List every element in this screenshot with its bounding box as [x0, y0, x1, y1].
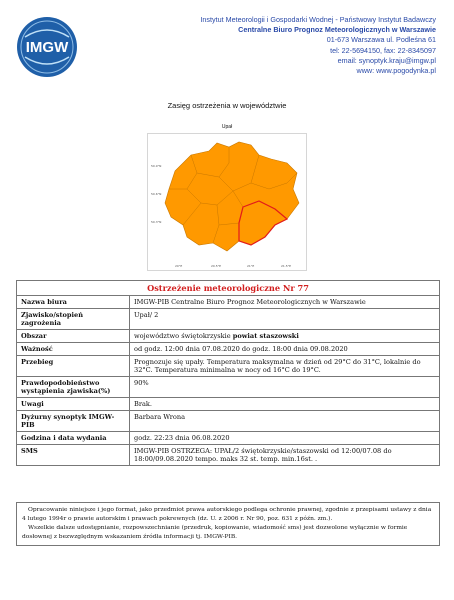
svg-text:50.9°N: 50.9°N — [151, 164, 162, 168]
godzina-label: Godzina i data wydania — [17, 432, 130, 445]
waznosc-label: Ważność — [17, 343, 130, 356]
obszar-district: powiat staszowski — [232, 332, 299, 340]
waznosc-value: od godz. 12:00 dnia 07.08.2020 do godz. 18:00 dnia 09.08.2020 — [130, 343, 440, 356]
table-row — [17, 432, 440, 445]
address: 01-673 Warszawa ul. Podleśna 61 — [326, 35, 436, 45]
website: www: www.pogodynka.pl — [356, 66, 436, 76]
table-row — [17, 296, 440, 309]
obszar-label: Obszar — [17, 330, 130, 343]
uwagi-label: Uwagi — [17, 398, 130, 411]
map-heading: Zasięg ostrzeżenia w województwie — [167, 101, 287, 110]
biuro-label: Nazwa biura — [17, 296, 130, 309]
sms-value: IMGW-PIB OSTRZEGA: UPAŁ/2 świętokrzyskie/staszowski od 12:00/07.08 do 18:00/09.08.2020 tempo. maks 32 st. temp. min.16st. . — [130, 445, 440, 466]
synoptyk-label: Dyżurny synoptyk IMGW-PIB — [17, 411, 130, 432]
svg-text:50.3°N: 50.3°N — [151, 220, 162, 224]
przebieg-value: Prognozuje się upały. Temperatura maksymalna w dzień od 29°C do 31°C, lokalnie do 32°C. Temperatura minimalna w nocy od 16°C do 19°C. — [130, 356, 440, 377]
table-row — [17, 309, 440, 330]
svg-text:20°E: 20°E — [175, 264, 183, 268]
warning-map — [147, 133, 307, 271]
imgw-logo — [15, 15, 79, 79]
godzina-value: godz. 22:23 dnia 06.08.2020 — [130, 432, 440, 445]
svg-text:21°E: 21°E — [247, 264, 255, 268]
table-row — [17, 343, 440, 356]
table-row — [17, 445, 440, 466]
table-row — [17, 330, 440, 343]
table-row — [17, 356, 440, 377]
obszar-value — [130, 330, 440, 343]
logo-text: IMGW — [25, 39, 69, 56]
synoptyk-value: Barbara Wrona — [130, 411, 440, 432]
sms-label: SMS — [17, 445, 130, 466]
email: email: synoptyk.kraju@imgw.pl — [337, 55, 436, 65]
svg-text:50.6°N: 50.6°N — [151, 192, 162, 196]
copyright-para-2: Wszelkie dalsze udostępnianie, rozpowszechnianie (przedruk, kopiowanie, wiadomość sms) jest dozwolone wyłącznie w formie dosłownej z bezwzględnym wskazaniem źródła informacji tj. IMGW-PIB. — [22, 525, 408, 540]
table-row — [17, 411, 440, 432]
svg-text:21.5°E: 21.5°E — [281, 264, 292, 268]
uwagi-value: Brak. — [130, 398, 440, 411]
table-row — [17, 398, 440, 411]
biuro-value: IMGW-PIB Centralne Biuro Prognoz Meteorologicznych w Warszawie — [130, 296, 440, 309]
table-row — [17, 377, 440, 398]
svg-text:20.5°E: 20.5°E — [211, 264, 222, 268]
warning-title: Ostrzeżenie meteorologiczne Nr 77 — [17, 281, 440, 296]
institute-name: Instytut Meteorologii i Gospodarki Wodnej - Państwowy Instytut Badawczy — [200, 15, 436, 24]
prawdopodobienstwo-value: 90% — [130, 377, 440, 398]
warning-title-row — [17, 281, 440, 296]
copyright-note — [16, 502, 440, 546]
map-label: Upał — [221, 124, 233, 130]
institute-header — [146, 15, 436, 76]
copyright-para-1: Opracowanie niniejsze i jego format, jako przedmiot prawa autorskiego podlega ochronie prawnej, zgodnie z przepisami ustawy z dnia 4 lutego 1994r o prawie autorskim i prawach pokrewnych (dz. U. z 2006 r. Nr 90, poz. 631 z późn. zm.). — [22, 507, 432, 522]
prawdopodobienstwo-label: Prawdopodobieństwo wystąpienia zjawiska(%) — [17, 377, 130, 398]
bureau-name: Centralne Biuro Prognoz Meteorologicznych w Warszawie — [238, 25, 436, 35]
warning-table — [16, 280, 440, 466]
obszar-region: województwo świętokrzyskie — [134, 332, 231, 340]
zjawisko-label: Zjawisko/stopień zagrożenia — [17, 309, 130, 330]
phone-fax: tel: 22-5694150, fax: 22-8345097 — [330, 45, 436, 55]
przebieg-label: Przebieg — [17, 356, 130, 377]
zjawisko-value: Upał/ 2 — [130, 309, 440, 330]
